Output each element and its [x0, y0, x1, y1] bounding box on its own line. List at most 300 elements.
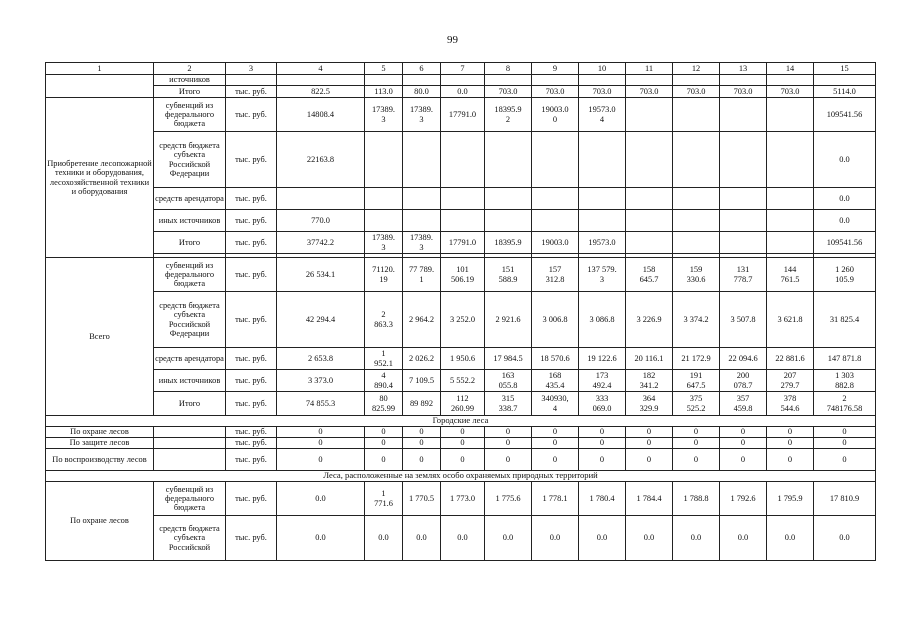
- cell-text: тыс. руб.: [235, 193, 267, 203]
- cell-text: 207 279.7: [780, 371, 800, 390]
- table-cell: [441, 392, 485, 416]
- cell-text: 5 552.2: [449, 375, 476, 385]
- cell-text: средств бюджета субъекта Российской Федерации: [159, 301, 220, 338]
- table-cell: [720, 392, 767, 416]
- table-cell: [767, 188, 814, 210]
- cell-text: 131 778.7: [733, 265, 753, 284]
- cell-text: 26 534.1: [305, 269, 336, 279]
- cell-text: тыс. руб.: [235, 375, 267, 385]
- table-row: [46, 370, 876, 392]
- table-cell: [403, 370, 441, 392]
- table-row: [46, 75, 876, 86]
- table-cell: [673, 348, 720, 370]
- column-number: 15: [814, 63, 876, 75]
- table-cell: [277, 427, 365, 438]
- column-number: 4: [277, 63, 365, 75]
- table-cell: [673, 370, 720, 392]
- table-cell: [720, 438, 767, 449]
- table-cell: [365, 232, 403, 254]
- cell-text: 0: [693, 438, 699, 448]
- table-cell: [626, 449, 673, 471]
- table-cell: [814, 348, 876, 370]
- cell-text: 770.0: [311, 215, 330, 225]
- cell-text: 89 892: [409, 398, 434, 408]
- table-cell: [403, 392, 441, 416]
- cell-text: 0: [318, 438, 323, 448]
- column-number: 14: [767, 63, 814, 75]
- table-cell: [579, 75, 626, 86]
- cell-text: 0: [646, 454, 652, 464]
- cell-text: тыс. руб.: [235, 154, 267, 164]
- table-cell: [579, 292, 626, 348]
- table-cell: [673, 516, 720, 561]
- table-cell: [154, 449, 226, 471]
- cell-text: 0: [419, 454, 424, 464]
- cell-text: 19003.0: [541, 237, 569, 247]
- table-cell: [226, 438, 277, 449]
- table-row: [46, 86, 876, 98]
- cell-text: По охране лесов: [70, 516, 129, 526]
- table-cell: [720, 210, 767, 232]
- cell-text: 0.0: [839, 215, 850, 225]
- table-cell: [277, 188, 365, 210]
- cell-text: 0: [599, 438, 605, 448]
- cell-text: 0: [505, 454, 511, 464]
- cell-text: источников: [169, 75, 210, 85]
- table-cell: [441, 348, 485, 370]
- table-cell: [720, 98, 767, 132]
- table-row: [46, 449, 876, 471]
- table-cell: [226, 258, 277, 292]
- table-cell: [441, 210, 485, 232]
- table-cell: [226, 188, 277, 210]
- table-cell: [720, 75, 767, 86]
- table-cell: [485, 370, 532, 392]
- column-number: 8: [485, 63, 532, 75]
- table-cell: [46, 449, 154, 471]
- table-cell: [720, 292, 767, 348]
- cell-text: 0.0: [457, 533, 468, 543]
- table-cell: [277, 348, 365, 370]
- table-cell: [226, 516, 277, 561]
- cell-text: 31 825.4: [829, 314, 860, 324]
- cell-text: 3 621.8: [777, 314, 803, 324]
- funding-source: [154, 75, 226, 86]
- cell-text: По воспроизводству лесов: [52, 454, 147, 464]
- table-cell: [226, 86, 277, 98]
- table-cell: [720, 132, 767, 188]
- table-cell: [226, 292, 277, 348]
- cell-text: тыс. руб.: [235, 109, 267, 119]
- table-body: [46, 63, 876, 561]
- cell-text: 0: [381, 438, 386, 448]
- table-cell: [814, 98, 876, 132]
- column-number-row: [46, 63, 876, 75]
- cell-text: 2 653.8: [307, 353, 334, 363]
- cell-text: 71120. 19: [372, 265, 395, 284]
- cell-text: 0: [787, 438, 793, 448]
- table-row: [46, 348, 876, 370]
- table-cell: [767, 392, 814, 416]
- table-cell: [532, 210, 579, 232]
- cell-text: 19573.0: [588, 237, 616, 247]
- table-cell: [532, 86, 579, 98]
- table-cell: [485, 75, 532, 86]
- cell-text: 315 338.7: [498, 394, 518, 413]
- cell-text: 109541.56: [826, 237, 863, 247]
- table-cell: [154, 427, 226, 438]
- cell-text: 3 373.0: [307, 375, 334, 385]
- table-cell: [767, 132, 814, 188]
- cell-text: 18395.9 2: [494, 105, 522, 124]
- table-cell: [720, 348, 767, 370]
- table-cell: [720, 258, 767, 292]
- table-cell: [441, 482, 485, 516]
- cell-text: Итого: [178, 86, 201, 96]
- funding-source: [154, 516, 226, 561]
- table-cell: [579, 348, 626, 370]
- table-cell: [441, 516, 485, 561]
- cell-text: тыс. руб.: [235, 427, 267, 437]
- cell-text: Приобретение лесопожарной техники и оборудования, лесохозяйственной техники и оборудования: [47, 159, 152, 196]
- table-cell: [226, 98, 277, 132]
- table-row: [46, 516, 876, 561]
- cell-text: 3 086.8: [589, 314, 615, 324]
- table-cell: [720, 86, 767, 98]
- cell-text: 1 780.4: [589, 493, 615, 503]
- cell-text: 703.0: [686, 86, 706, 96]
- table-cell: [579, 210, 626, 232]
- cell-text: 357 459.8: [733, 394, 753, 413]
- cell-text: 18 570.6: [540, 353, 570, 363]
- table-cell: [226, 348, 277, 370]
- table-cell: [441, 438, 485, 449]
- cell-text: средств арендатора: [155, 353, 224, 363]
- cell-text: 378 544.6: [780, 394, 800, 413]
- table-cell: [532, 258, 579, 292]
- table-cell: [767, 427, 814, 438]
- cell-text: 0: [787, 427, 793, 437]
- table-row: [46, 392, 876, 416]
- table-cell: [154, 438, 226, 449]
- table-cell: [403, 188, 441, 210]
- column-number: 3: [226, 63, 277, 75]
- table-cell: [365, 438, 403, 449]
- cell-text: 3 226.9: [636, 314, 662, 324]
- table-cell: [365, 292, 403, 348]
- cell-text: 3 252.0: [449, 314, 476, 324]
- table-cell: [277, 210, 365, 232]
- table-cell: [579, 516, 626, 561]
- table-cell: [441, 449, 485, 471]
- table-cell: [226, 482, 277, 516]
- table-cell: [403, 516, 441, 561]
- table-cell: [485, 392, 532, 416]
- table-cell: [626, 482, 673, 516]
- cell-text: 1 952.1: [374, 349, 393, 368]
- table-cell: [767, 516, 814, 561]
- table-cell: [485, 86, 532, 98]
- table-cell: [814, 188, 876, 210]
- cell-text: 37742.2: [306, 237, 335, 247]
- table-cell: [277, 132, 365, 188]
- cell-text: 0: [460, 438, 465, 448]
- cell-text: 0: [646, 427, 652, 437]
- cell-text: 0.0: [457, 86, 468, 96]
- cell-text: 147 871.8: [827, 353, 862, 363]
- cell-text: 158 645.7: [639, 265, 659, 284]
- cell-text: 74 855.3: [305, 398, 336, 408]
- funding-source: [154, 292, 226, 348]
- cell-text: 168 435.4: [545, 371, 565, 390]
- column-number: 7: [441, 63, 485, 75]
- table-cell: [579, 370, 626, 392]
- cell-text: 333 069.0: [592, 394, 612, 413]
- table-cell: [814, 516, 876, 561]
- table-cell: [579, 258, 626, 292]
- table-cell: [365, 75, 403, 86]
- cell-text: 1 792.6: [730, 493, 756, 503]
- cell-text: 0: [318, 454, 323, 464]
- table-cell: [673, 132, 720, 188]
- table-cell: [441, 132, 485, 188]
- table-cell: [767, 348, 814, 370]
- table-cell: [579, 392, 626, 416]
- column-number: 13: [720, 63, 767, 75]
- cell-text: 21 172.9: [681, 353, 711, 363]
- table-cell: [767, 258, 814, 292]
- table-cell: [814, 370, 876, 392]
- table-cell: [579, 132, 626, 188]
- table-cell: [626, 438, 673, 449]
- cell-text: 2 921.6: [495, 314, 521, 324]
- table-cell: [626, 210, 673, 232]
- table-cell: [277, 258, 365, 292]
- section-title: Леса, расположенные на землях особо охраняемых природных территорий: [46, 471, 876, 482]
- table-cell: [626, 98, 673, 132]
- table-cell: [626, 75, 673, 86]
- cell-text: 0.0: [596, 533, 608, 543]
- table-cell: [626, 232, 673, 254]
- cell-text: 340930, 4: [541, 394, 569, 413]
- cell-text: 0: [599, 454, 605, 464]
- cell-text: 22 881.6: [775, 353, 805, 363]
- table-cell: [814, 438, 876, 449]
- table-cell: [365, 516, 403, 561]
- table-cell: [403, 232, 441, 254]
- table-cell: [532, 392, 579, 416]
- table-cell: [814, 482, 876, 516]
- cell-text: 0.0: [549, 533, 561, 543]
- table-cell: [441, 188, 485, 210]
- table-cell: [767, 98, 814, 132]
- cell-text: 703.0: [592, 86, 612, 96]
- cell-text: 0: [505, 427, 511, 437]
- table-row: [46, 232, 876, 254]
- table-cell: [365, 258, 403, 292]
- cell-text: 703.0: [545, 86, 565, 96]
- cell-text: 1 770.5: [408, 493, 435, 503]
- cell-text: 0: [740, 427, 746, 437]
- funding-source: [154, 482, 226, 516]
- table-cell: [720, 188, 767, 210]
- table-cell: [720, 427, 767, 438]
- cell-text: 101 506.19: [450, 265, 475, 284]
- cell-text: 0: [693, 427, 699, 437]
- funding-source: [154, 132, 226, 188]
- cell-text: тыс. руб.: [235, 86, 267, 96]
- table-cell: [626, 132, 673, 188]
- table-cell: [277, 449, 365, 471]
- cell-text: 1 773.0: [449, 493, 476, 503]
- cell-text: 0: [646, 438, 652, 448]
- funding-source: [154, 98, 226, 132]
- cell-text: 0: [419, 438, 424, 448]
- cell-text: 703.0: [639, 86, 659, 96]
- table-cell: [403, 75, 441, 86]
- cell-text: тыс. руб.: [235, 493, 267, 503]
- table-cell: [767, 210, 814, 232]
- table-cell: [365, 132, 403, 188]
- table-cell: [814, 292, 876, 348]
- cell-text: 17389. 3: [409, 233, 434, 252]
- cell-text: 1 771.6: [374, 489, 393, 508]
- column-number: 6: [403, 63, 441, 75]
- cell-text: иных источников: [158, 215, 221, 225]
- table-cell: [532, 370, 579, 392]
- table-cell: [767, 292, 814, 348]
- cell-text: 0.0: [502, 533, 514, 543]
- cell-text: 144 761.5: [780, 265, 800, 284]
- table-cell: [767, 449, 814, 471]
- table-cell: [673, 449, 720, 471]
- cell-text: 80.0: [414, 86, 429, 96]
- cell-text: 2 964.2: [408, 314, 435, 324]
- table-cell: [767, 232, 814, 254]
- cell-text: 1 795.9: [777, 493, 803, 503]
- cell-text: 17389. 3: [371, 105, 396, 124]
- table-cell: [154, 232, 226, 254]
- cell-text: 0: [318, 427, 323, 437]
- cell-text: 0: [693, 454, 699, 464]
- cell-text: 17389. 3: [371, 233, 396, 252]
- table-cell: [532, 348, 579, 370]
- table-cell: [403, 258, 441, 292]
- cell-text: тыс. руб.: [235, 454, 267, 464]
- table-cell: [226, 392, 277, 416]
- cell-text: 0.0: [643, 533, 655, 543]
- cell-text: 0.0: [416, 533, 427, 543]
- table-cell: [626, 516, 673, 561]
- table-cell: [485, 516, 532, 561]
- cell-text: тыс. руб.: [235, 237, 267, 247]
- cell-text: 19003.0 0: [541, 105, 569, 124]
- table-row: [46, 132, 876, 188]
- cell-text: 2 026.2: [408, 353, 435, 363]
- table-cell: [403, 210, 441, 232]
- table-row: [46, 427, 876, 438]
- table-cell: [579, 449, 626, 471]
- table-cell: [485, 210, 532, 232]
- cell-text: 20 116.1: [634, 353, 664, 363]
- cell-text: 112 260.99: [450, 394, 475, 413]
- table-cell: [673, 188, 720, 210]
- table-cell: [579, 98, 626, 132]
- table-cell: [441, 258, 485, 292]
- table-cell: [532, 98, 579, 132]
- cell-text: 0: [740, 454, 746, 464]
- table-cell: [767, 438, 814, 449]
- table-cell: [532, 482, 579, 516]
- column-number: 10: [579, 63, 626, 75]
- section-header-row: [46, 416, 876, 427]
- cell-text: 163 055.8: [498, 371, 518, 390]
- table-cell: [814, 258, 876, 292]
- table-cell: [626, 392, 673, 416]
- table-cell: [626, 258, 673, 292]
- table-cell: [532, 232, 579, 254]
- column-number: 12: [673, 63, 720, 75]
- cell-text: 42 294.4: [305, 314, 336, 324]
- row-group-label: [46, 258, 154, 416]
- table-cell: [46, 427, 154, 438]
- cell-text: тыс. руб.: [235, 438, 267, 448]
- cell-text: 80 825.99: [371, 394, 396, 413]
- cell-text: иных источников: [158, 375, 221, 385]
- cell-text: 17791.0: [448, 237, 477, 247]
- financing-table: [45, 62, 876, 561]
- table-cell: [814, 232, 876, 254]
- cell-text: 703.0: [498, 86, 518, 96]
- table-row: [46, 258, 876, 292]
- table-cell: [720, 482, 767, 516]
- cell-text: 113.0: [374, 86, 393, 96]
- table-cell: [277, 392, 365, 416]
- cell-text: субвенций из федерального бюджета: [164, 100, 215, 129]
- section-header-row: [46, 471, 876, 482]
- cell-text: тыс. руб.: [235, 215, 267, 225]
- table-cell: [720, 516, 767, 561]
- table-cell: [277, 98, 365, 132]
- table-cell: [226, 370, 277, 392]
- table-row: [46, 438, 876, 449]
- cell-text: 18395.9: [494, 237, 522, 247]
- section-title: Городские леса: [46, 416, 876, 427]
- cell-text: 0: [552, 454, 558, 464]
- cell-text: 5114.0: [833, 86, 856, 96]
- table-cell: [485, 258, 532, 292]
- table-cell: [485, 132, 532, 188]
- table-cell: [814, 132, 876, 188]
- table-cell: [365, 86, 403, 98]
- cell-text: средств бюджета субъекта Российской Федерации: [159, 141, 220, 178]
- cell-text: 1 784.4: [636, 493, 662, 503]
- table-cell: [365, 188, 403, 210]
- table-cell: [626, 292, 673, 348]
- table-cell: [403, 348, 441, 370]
- table-cell: [277, 370, 365, 392]
- cell-text: 1 778.1: [542, 493, 568, 503]
- table-cell: [673, 258, 720, 292]
- cell-text: 0: [505, 438, 511, 448]
- table-cell: [720, 370, 767, 392]
- cell-text: 822.5: [311, 86, 330, 96]
- table-cell: [365, 427, 403, 438]
- column-number: 9: [532, 63, 579, 75]
- table-cell: [277, 482, 365, 516]
- cell-text: субвенций из федерального бюджета: [164, 484, 215, 513]
- cell-text: 77 789. 1: [408, 265, 435, 284]
